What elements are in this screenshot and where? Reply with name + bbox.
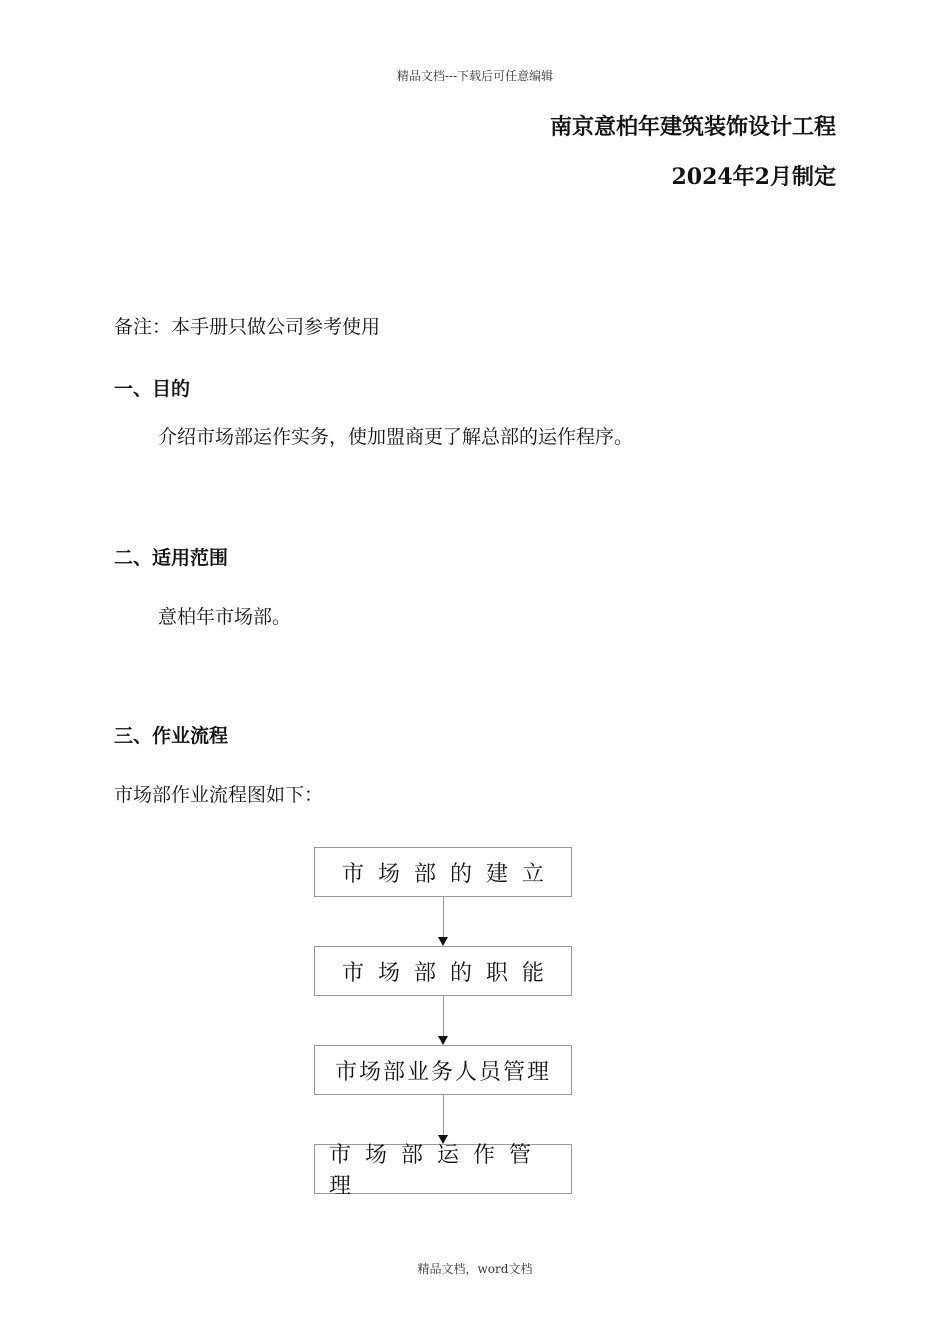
flow-arrow-1 xyxy=(443,897,444,937)
page-header: 精品文档---下载后可任意编辑 xyxy=(396,69,554,83)
section-body-purpose: 介绍市场部运作实务，使加盟商更了解总部的运作程序。 xyxy=(158,426,634,448)
section-body-process: 市场部作业流程图如下： xyxy=(114,784,324,806)
flow-arrow-3 xyxy=(443,1095,444,1135)
arrowhead-icon xyxy=(438,937,448,946)
section-heading-scope: 二、适用范围 xyxy=(114,547,229,569)
flow-step-3: 市场部业务人员管理 xyxy=(314,1045,572,1095)
page-footer: 精品文档，word文档 xyxy=(417,1262,533,1276)
section-heading-purpose: 一、目的 xyxy=(114,378,191,400)
flow-arrow-2 xyxy=(443,996,444,1036)
section-body-scope: 意柏年市场部。 xyxy=(158,606,292,628)
company-title: 南京意柏年建筑装饰设计工程 xyxy=(549,114,836,140)
flow-step-2: 市场部的职能 xyxy=(314,946,572,996)
note: 备注：本手册只做公司参考使用 xyxy=(114,316,381,338)
section-heading-process: 三、作业流程 xyxy=(114,725,229,747)
issue-date: 2024年2月制定 xyxy=(671,164,836,190)
flow-step-4: 市场部运作管理 xyxy=(314,1144,572,1194)
flow-step-1: 市场部的建立 xyxy=(314,847,572,897)
arrowhead-icon xyxy=(438,1036,448,1045)
